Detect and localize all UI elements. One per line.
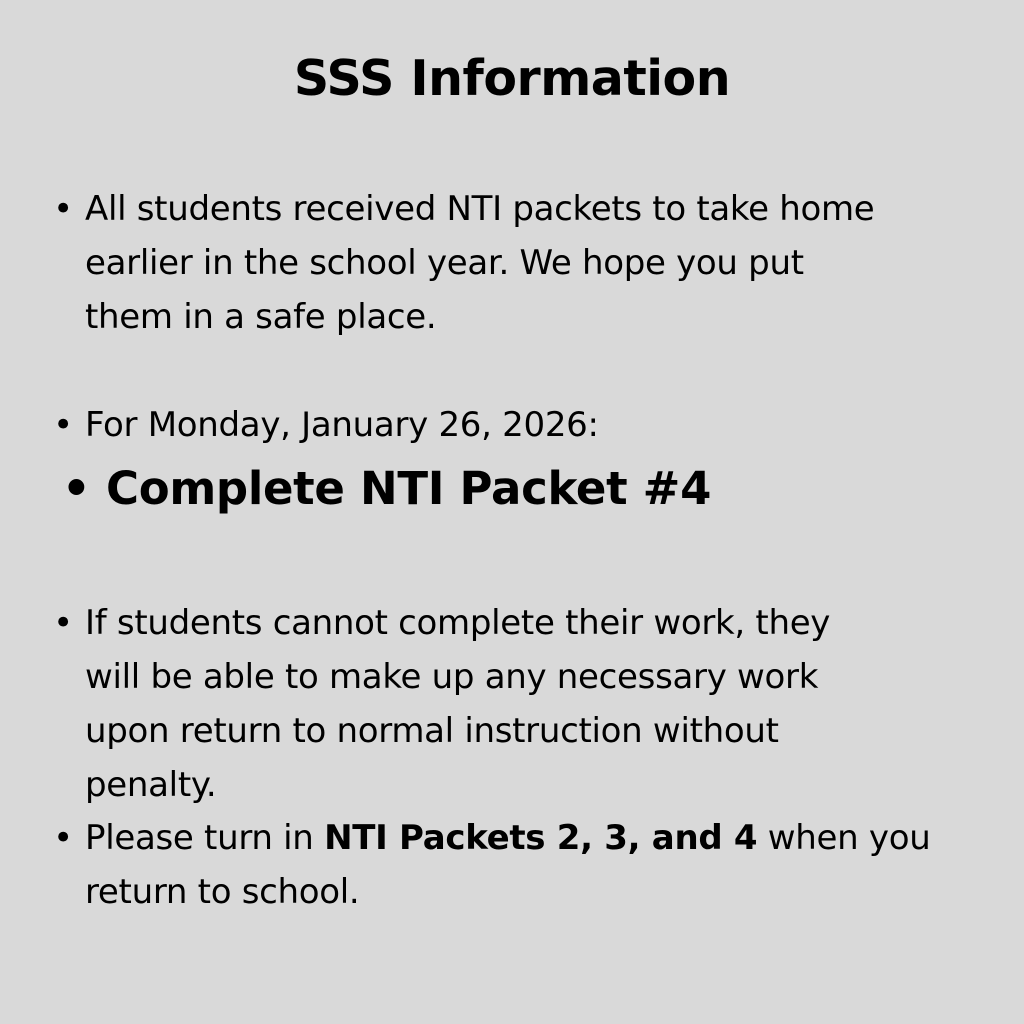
text-line: For Monday, January 26, 2026: bbox=[85, 405, 599, 445]
text-line: If students cannot complete their work, they bbox=[85, 603, 831, 643]
text-line: earlier in the school year. We hope you put bbox=[85, 243, 804, 283]
text-segment: Please turn in bbox=[85, 818, 325, 858]
list-item-monday-date bbox=[52, 398, 1002, 452]
text-segment: when you bbox=[757, 818, 931, 858]
text-line: upon return to normal instruction without bbox=[85, 711, 779, 751]
bullet-icon: • bbox=[53, 818, 73, 858]
list-item-packets-received bbox=[52, 182, 1002, 344]
list-item-text bbox=[106, 459, 1012, 519]
page-title: SSS Information bbox=[293, 50, 731, 107]
list-item-text bbox=[85, 811, 1002, 919]
text-line: penalty. bbox=[85, 765, 217, 805]
list-item-text bbox=[85, 182, 1002, 344]
bullet-icon: • bbox=[53, 189, 73, 229]
bullet-icon: • bbox=[53, 603, 73, 643]
bold-text-segment: NTI Packets 2, 3, and 4 bbox=[324, 818, 758, 858]
list-item-makeup-work bbox=[52, 596, 1002, 812]
list-item-turn-in-packets bbox=[52, 811, 1002, 919]
list-item-complete-packet bbox=[62, 459, 1012, 519]
text-line: them in a safe place. bbox=[85, 297, 437, 337]
text-line: return to school. bbox=[85, 872, 360, 912]
text-line: will be able to make up any necessary work bbox=[85, 657, 819, 697]
list-item-text bbox=[85, 398, 1002, 452]
text-line bbox=[85, 811, 1002, 865]
list-item-text bbox=[85, 596, 1002, 812]
text-line: All students received NTI packets to take home bbox=[85, 189, 875, 229]
bullet-icon: • bbox=[62, 462, 91, 515]
bullet-icon: • bbox=[53, 405, 73, 445]
text-line: Complete NTI Packet #4 bbox=[106, 462, 712, 515]
